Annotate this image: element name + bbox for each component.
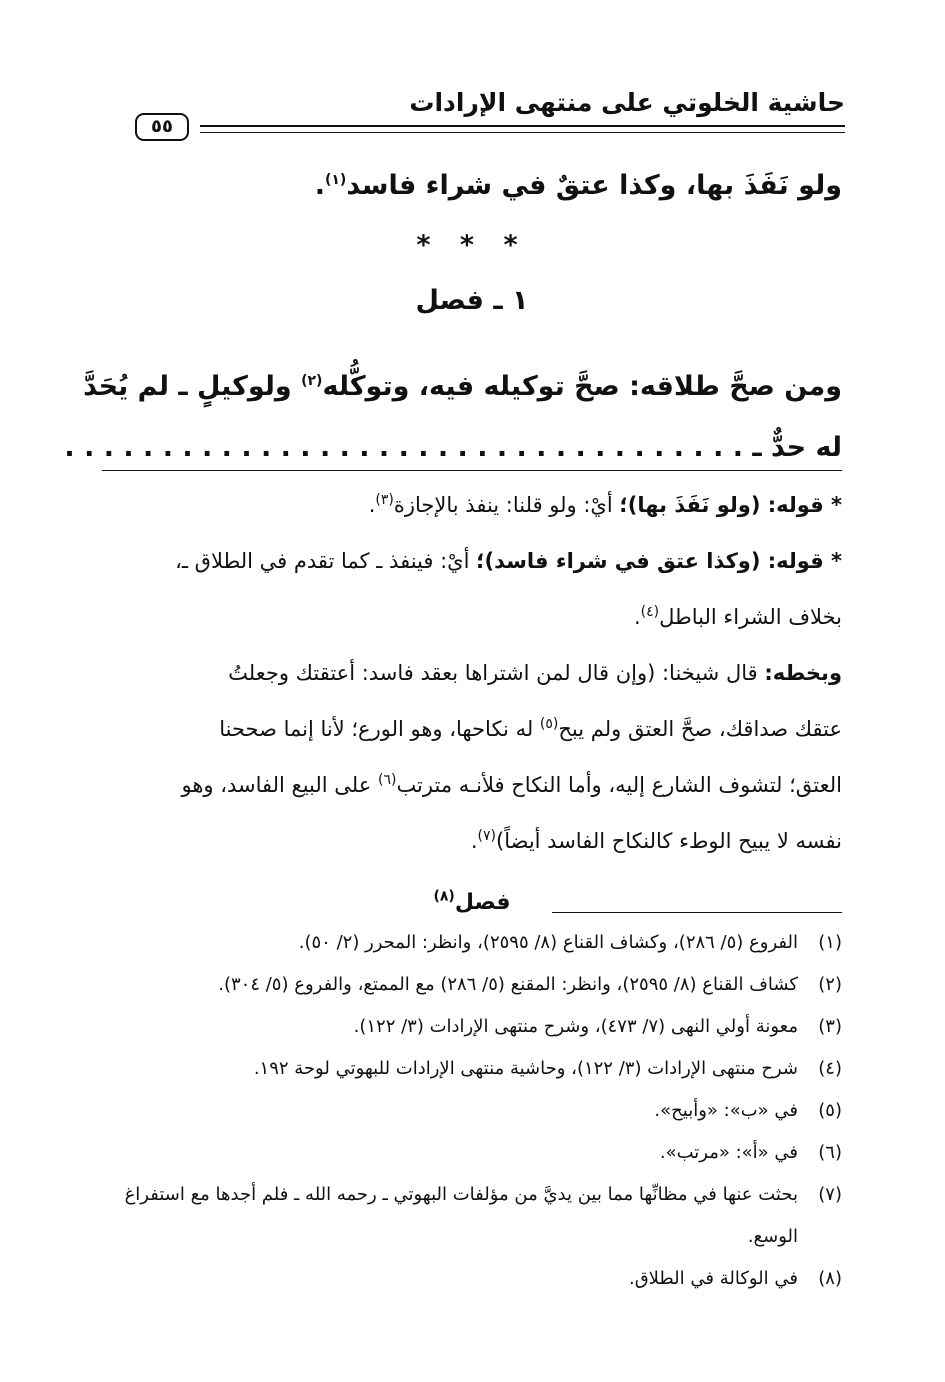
matn-para-line-1: ومن صحَّ طلاقه: صحَّ توكيله فيه، وتوكُّله$^{(٢)}$ ولوكيلٍ ـ لم يُحَدَّ [83, 371, 842, 402]
footnote-item [102, 1090, 842, 1132]
footnote-item [102, 1132, 842, 1174]
footnote-text [102, 1006, 798, 1048]
footnote-text-line: في «ب»: «وأبيح». [654, 1100, 798, 1121]
footnote-text-line: بحثت عنها في مظانِّها مما بين يديَّ من مؤلفات البهوتي ـ رحمه الله ـ فلم أجدها مع استفراغ [124, 1184, 798, 1205]
footnote-number: (٥) [818, 1100, 842, 1121]
footnote-ref: (٨) [433, 888, 455, 905]
footnote-item [102, 964, 842, 1006]
footnote-ref: (١) [324, 172, 347, 188]
footnote-number: (١) [818, 932, 842, 953]
matn-paragraph [64, 356, 842, 478]
footnote-rule [552, 912, 842, 913]
footnote-item [102, 922, 842, 964]
commentary-item-2: * قوله: (وكذا عتق في شراء فاسد)؛ أيْ: فينفذ ـ كما تقدم في الطلاق ـ، بخلاف الشراء الباطل$^{(٤)}$. [175, 549, 842, 629]
footnote-number: (٨) [818, 1268, 842, 1289]
footnote-ref: (٣) [375, 492, 394, 508]
matn-commentary-divider [102, 470, 842, 471]
footnote-text-line: الفروع (٥/ ٢٨٦)، وكشاف القناع (٨/ ٢٥٩٥)، وانظر: المحرر (٢/ ٥٠). [298, 932, 798, 953]
main-text [64, 158, 842, 478]
footnote-text-line: معونة أولي النهى (٧/ ٤٧٣)، وشرح منتهى الإرادات (٣/ ١٢٢). [353, 1016, 798, 1037]
footnote-text-line: في الوكالة في الطلاق. [628, 1268, 798, 1289]
footnote-text [102, 1048, 798, 1090]
footnotes [102, 922, 842, 1300]
section-separator-stars: * * * [416, 230, 528, 261]
footnote-text-line: كشاف القناع (٨/ ٢٥٩٥)، وانظر: المقنع (٥/ ٢٨٦) مع الممتع، والفروع (٥/ ٣٠٤). [218, 974, 798, 995]
footnote-ref: (٤) [640, 604, 660, 620]
footnote-ref: (٧) [477, 828, 497, 844]
sub-section-heading: فصل$^{(٨)}$ [433, 888, 511, 915]
footnote-number: (٦) [818, 1142, 842, 1163]
commentary-item-3: وبخطه: قال شيخنا: (وإن قال لمن اشتراها بعقد فاسد: أعتقتك وجعلتُ عتقك صداقك، صحَّ العتق ولم يبح$^{(٥)}$ له نكاحها، وهو الورع؛ لأنا إنما صححنا العتق؛ لتشوف الشارع إليه، وأما النكاح فلأنـه مترتب$^{(٦)}$ على البيع الفاسد، وهو نفسه لا يبيح الوطء كالنكاح الفاسد أيضاً)$^{(٧)}$. [181, 661, 842, 853]
footnote-item [102, 1006, 842, 1048]
footnote-text [102, 1174, 798, 1258]
matn-line-1: ولو نَفَذَ بها، وكذا عتقٌ في شراء فاسد$^{(١)}$. [314, 170, 842, 201]
section-heading: ١ ـ فصل [415, 285, 529, 316]
footnote-ref: (٥) [539, 716, 559, 732]
commentary-item-1: * قوله: (ولو نَفَذَ بها)؛ أيْ: ولو قلنا: ينفذ بالإجازة$^{(٣)}$. [368, 492, 842, 517]
footnote-text-continuation: الوسع. [747, 1226, 798, 1247]
header-rule [200, 125, 845, 133]
footnote-text [102, 1132, 798, 1174]
footnote-ref: (٢) [301, 373, 323, 389]
footnote-text [102, 964, 798, 1006]
footnote-text-line: في «أ»: «مرتب». [659, 1142, 798, 1163]
footnote-item [102, 1048, 842, 1090]
footnote-text [102, 922, 798, 964]
commentary [102, 477, 842, 931]
matn-para-line-2: له حدٌّ ـ . . . . . . . . . . . . . . . . . . . . . . . . . . . . . . . . . . . [64, 432, 842, 463]
footnote-number: (٧) [818, 1184, 842, 1205]
footnote-text [102, 1258, 798, 1300]
footnote-item [102, 1258, 842, 1300]
footnote-item [102, 1174, 842, 1258]
footnote-text-line: شرح منتهى الإرادات (٣/ ١٢٢)، وحاشية منتهى الإرادات للبهوتي لوحة ١٩٢. [253, 1058, 798, 1079]
footnote-number: (٢) [818, 974, 842, 995]
footnote-text [102, 1090, 798, 1132]
footnote-number: (٤) [818, 1058, 842, 1079]
running-title: حاشية الخلوتي على منتهى الإرادات [409, 88, 845, 117]
footnote-number: (٣) [818, 1016, 842, 1037]
footnote-ref: (٦) [377, 772, 397, 788]
page-number: ٥٥ [135, 113, 189, 141]
